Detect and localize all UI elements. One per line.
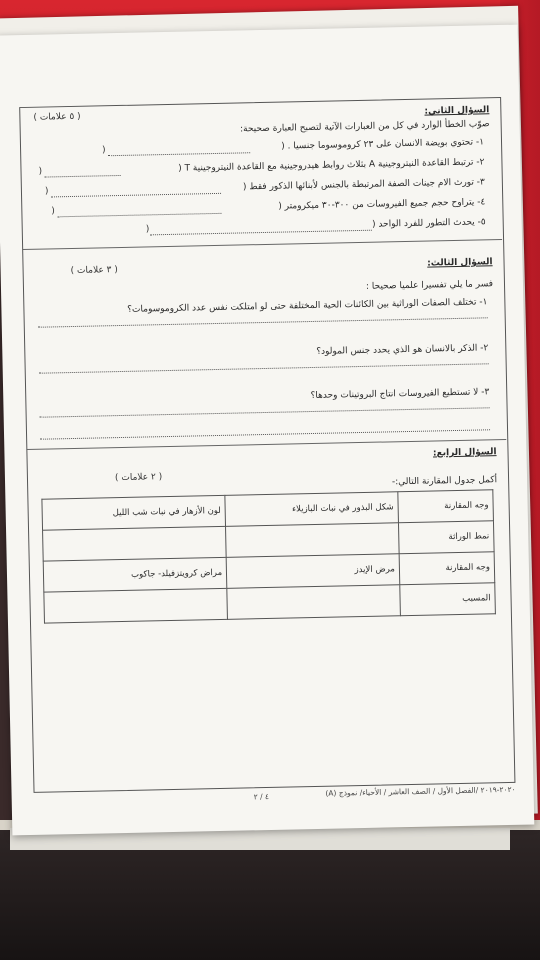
q3-item-3: ٣- لا تستطيع الفيروسات انتاج البروتينات وحدها؟ bbox=[310, 387, 490, 402]
q3-marks: ( ٣ علامات ) bbox=[70, 265, 118, 277]
q2-item-5: ٥- يحدث التطور للفرد الواحد ( bbox=[371, 217, 486, 230]
q3-title: السؤال الثالث: bbox=[427, 257, 493, 269]
table-cell: مرض الإيدز bbox=[226, 554, 399, 589]
q2-title: السؤال الثاني: bbox=[424, 105, 490, 117]
q2-item-3: ٣- تورث الام جينات الصفة المرتبطة بالجنس لأبنائها الذكور فقط ( bbox=[242, 177, 485, 193]
comparison-table bbox=[41, 489, 496, 623]
q2-item-4: ٤- يتراوح حجم جميع الفيروسات من ٣٠٠-٣٠ ميكرومتر ( bbox=[278, 197, 486, 212]
table-cell-head: المسبب bbox=[400, 583, 496, 616]
q2-close-paren-1: ) bbox=[102, 145, 106, 156]
table-cell-answer[interactable] bbox=[227, 585, 400, 620]
table-cell-answer[interactable] bbox=[226, 523, 399, 558]
q2-close-paren-2: ) bbox=[38, 166, 43, 177]
q3-item-1: ١- تختلف الصفات الوراثية بين الكائنات الحية المختلفة حتى لو امتلكت نفس عدد الكروموسومات؟ bbox=[127, 297, 488, 315]
page-footer: ٢٠٢٠-٢٠١٩ /الفصل الأول / الصف العاشر / الأحياء/ نموذج (A) bbox=[325, 784, 516, 798]
q2-item-2: ٢- ترتبط القاعدة النيتروجينية A بثلاث روابط هيدروجينية مع القاعدة النيتروجينية T ( bbox=[178, 157, 485, 174]
q2-item-1: ١- تحتوي بويضة الانسان على ٢٣ كروموسوما جنسيا . ( bbox=[281, 137, 485, 152]
q2-instruction: صوّب الخطأ الوارد في كل من العبارات الآتية لتصبح العبارة صحيحة: bbox=[239, 119, 490, 135]
table-cell-head: نمط الوراثة bbox=[398, 521, 494, 554]
table-cell-answer[interactable] bbox=[43, 526, 227, 561]
exam-page bbox=[0, 25, 534, 836]
page-number: ٤ / ٢ bbox=[253, 791, 270, 802]
q3-instruction: فسر ما يلي تفسيرا علميا صحيحا : bbox=[365, 279, 494, 292]
table-cell: لون الأزهار في نبات شب الليل bbox=[42, 495, 226, 530]
q4-instruction: أكمل جدول المقارنة التالي:- bbox=[391, 475, 498, 488]
q2-marks: ( ٥ علامات ) bbox=[33, 111, 81, 123]
q4-marks: ( ٢ علامات ) bbox=[114, 472, 163, 484]
q3-item-2: ٢- الذكر بالانسان هو الذي يحدد جنس المولود؟ bbox=[316, 343, 489, 357]
table-cell-head: وجه المقارنة bbox=[398, 490, 494, 523]
table-cell: شكل البذور في نبات البازيلاء bbox=[225, 492, 398, 527]
table-cell: مراض كرويتزفيلد- جاكوب bbox=[43, 557, 227, 592]
q2-close-paren-3: ) bbox=[44, 186, 49, 197]
q2-close-paren-5: ) bbox=[145, 224, 150, 235]
table-cell-answer[interactable] bbox=[44, 588, 228, 623]
q2-close-paren-4: ) bbox=[51, 206, 55, 217]
table-cell-head: وجه المقارنة bbox=[399, 552, 495, 585]
q4-title: السؤال الرابع: bbox=[432, 447, 497, 459]
